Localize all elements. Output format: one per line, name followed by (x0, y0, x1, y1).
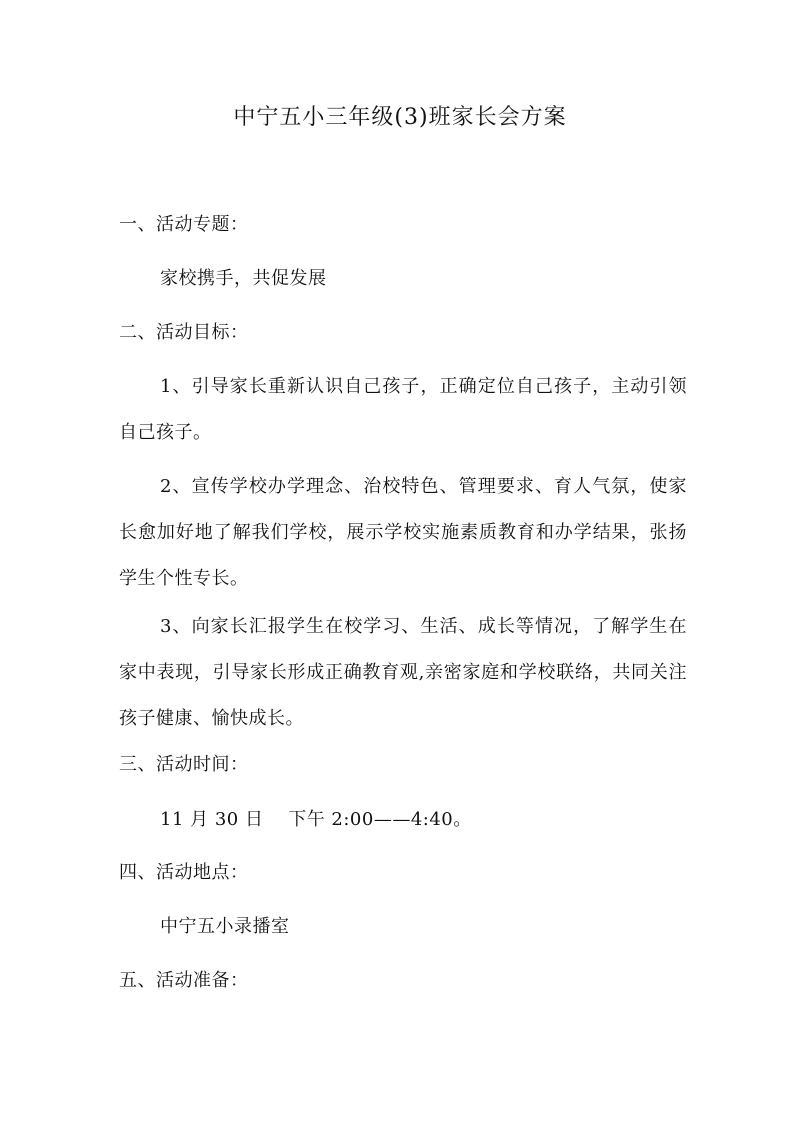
section-content-time: 11 月 30 日 下午 2:00——4:40。 (160, 809, 472, 830)
section-heading-topic: 一、活动专题： (119, 214, 249, 235)
document-title: 中宁五小三年级(3)班家长会方案 (233, 105, 567, 130)
goal-item-2: 2、宣传学校办学理念、治校特色、管理要求、育人气氛，使家长愈加好地了解我们学校，展示学校实施素质教育和办学结果，张扬学生个性专长。 (119, 476, 687, 589)
section-heading-goals: 二、活动目标： (119, 322, 249, 343)
section-content-location: 中宁五小录播室 (160, 916, 290, 937)
goal-item-3: 3、向家长汇报学生在校学习、生活、成长等情况，了解学生在家中表现，引导家长形成正确教育观,亲密家庭和学校联络，共同关注孩子健康、愉快成长。 (119, 616, 687, 729)
section-heading-location: 四、活动地点： (119, 862, 249, 883)
section-content-topic: 家校携手，共促发展 (160, 268, 327, 289)
section-heading-preparation: 五、活动准备： (119, 970, 249, 991)
section-heading-time: 三、活动时间： (119, 754, 249, 775)
goal-item-1: 1、引导家长重新认识自己孩子，正确定位自己孩子，主动引领自己孩子。 (119, 376, 687, 443)
